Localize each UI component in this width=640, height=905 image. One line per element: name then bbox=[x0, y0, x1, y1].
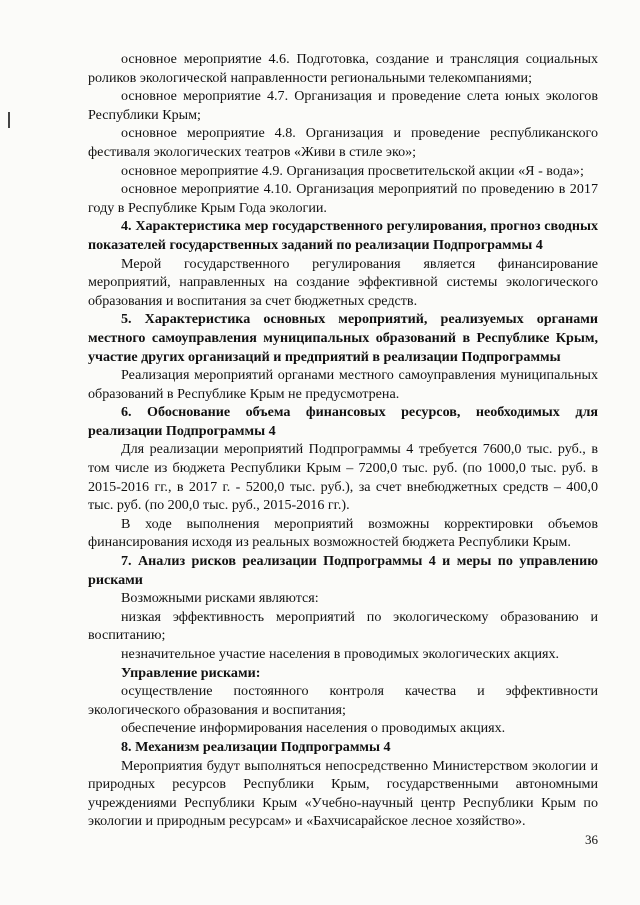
section-heading-8: 8. Механизм реализации Подпрограммы 4 bbox=[121, 738, 391, 755]
paragraph-risks-intro: Возможными рисками являются: bbox=[121, 590, 319, 607]
paragraph-mechanism: Мероприятия будут выполняться непосредственно Министерством экологии и природных ресурсов Республики Крым, государственными автономными учреждениями Республики Крым «Учебно-научный центр Республики Крым по экологии и природным ресурсам» и «Бахчисарайское лесное хозяйство». bbox=[88, 757, 598, 830]
section-heading-7: 7. Анализ рисков реализации Подпрограммы 4 и меры по управлению рисками bbox=[88, 553, 598, 588]
document-body bbox=[88, 50, 598, 831]
paragraph-funding-adjustments: В ходе выполнения мероприятий возможны корректировки объемов финансирования исходя из реальных возможностей бюджета Республики Крым. bbox=[88, 515, 598, 551]
paragraph-funding: Для реализации мероприятий Подпрограммы 4 требуется 7600,0 тыс. руб., в том числе из бюджета Республики Крым – 7200,0 тыс. руб. (по 1000,0 тыс. руб. в 2015-2016 гг., в 2017 г. - 5200,0 тыс. руб.), за счет внебюджетных средств – 400,0 тыс. руб. (по 200,0 тыс. руб., 2015-2016 гг.). bbox=[88, 441, 598, 514]
paragraph-risk-low-efficiency: низкая эффективность мероприятий по экологическому образованию и воспитанию; bbox=[88, 608, 598, 644]
paragraph-event-4-9: основное мероприятие 4.9. Организация просветительской акции «Я - вода»; bbox=[121, 162, 584, 179]
subheading-risk-management: Управление рисками: bbox=[121, 664, 261, 681]
paragraph-risk-control: осуществление постоянного контроля качества и эффективности экологического образования и воспитания; bbox=[88, 683, 598, 718]
paragraph-event-4-6: основное мероприятие 4.6. Подготовка, создание и трансляция социальных роликов экологической направленности региональными телекомпаниями; bbox=[88, 51, 598, 86]
paragraph-event-4-8: основное мероприятие 4.8. Организация и проведение республиканского фестиваля экологических театров «Живи в стиле эко»; bbox=[88, 125, 598, 160]
paragraph-regulation: Мерой государственного регулирования является финансирование мероприятий, направленных на создание эффективной системы экологического образования и воспитания за счет бюджетных средств. bbox=[88, 255, 598, 309]
paragraph-risk-information: обеспечение информирования населения о проводимых акциях. bbox=[121, 720, 506, 737]
paragraph-event-4-10: основное мероприятие 4.10. Организация мероприятий по проведению в 2017 году в Республике Крым Года экологии. bbox=[88, 181, 598, 216]
section-heading-6: 6. Обоснование объема финансовых ресурсов, необходимых для реализации Подпрограммы 4 bbox=[88, 404, 598, 439]
paragraph-municipal: Реализация мероприятий органами местного самоуправления муниципальных образований в Республике Крым не предусмотрена. bbox=[88, 367, 598, 402]
section-heading-4: 4. Характеристика мер государственного регулирования, прогноз сводных показателей государственных заданий по реализации Подпрограммы 4 bbox=[88, 218, 598, 253]
page-number: 36 bbox=[585, 832, 598, 847]
paragraph-event-4-7: основное мероприятие 4.7. Организация и проведение слета юных экологов Республики Крым; bbox=[88, 88, 598, 123]
paragraph-risk-low-participation: незначительное участие населения в проводимых экологических акциях. bbox=[121, 646, 560, 662]
section-heading-5: 5. Характеристика основных мероприятий, реализуемых органами местного самоуправления муниципальных образований в Республике Крым, участие других организаций и предприятий в реализации Подпрограммы bbox=[88, 311, 598, 365]
scan-margin-mark bbox=[8, 112, 10, 128]
